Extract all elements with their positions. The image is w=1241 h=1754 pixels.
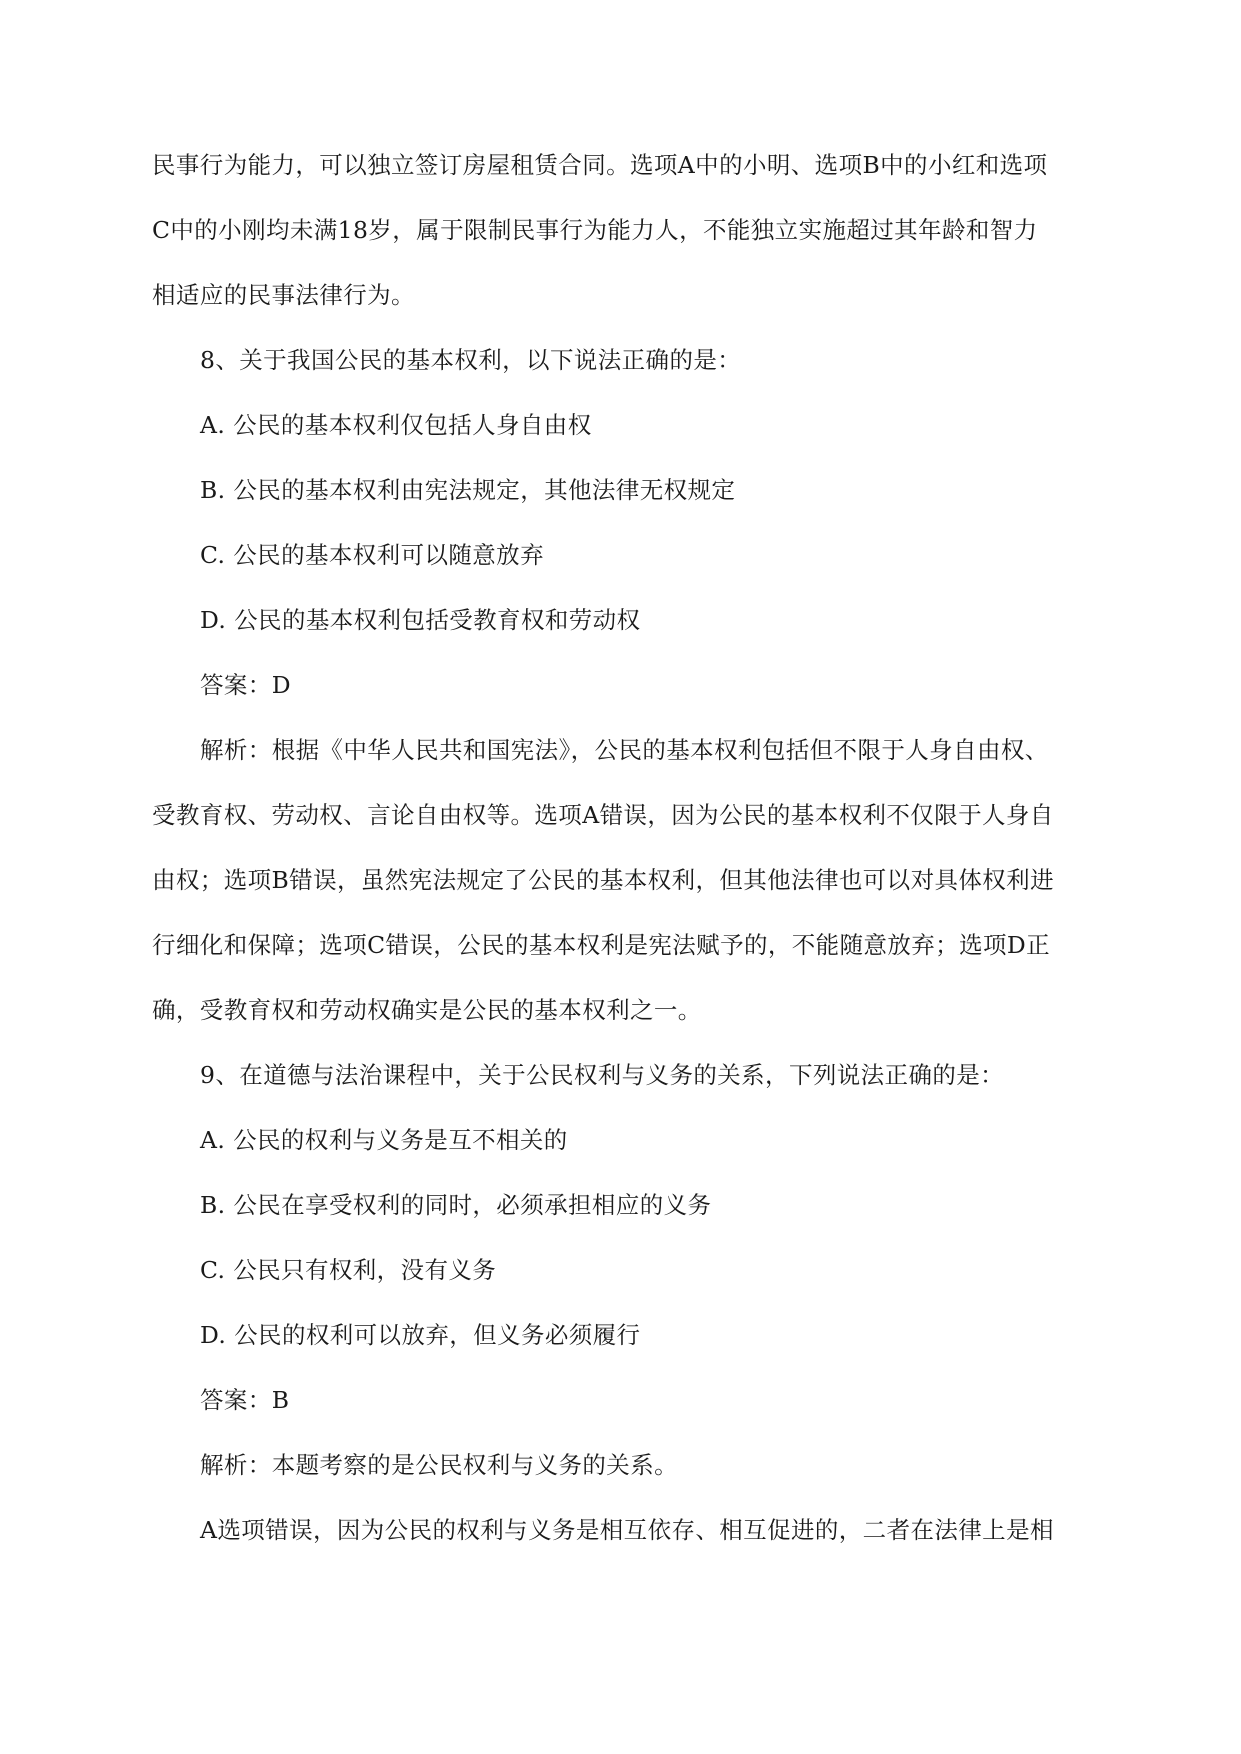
question-8-option-c: C. 公民的基本权利可以随意放弃 (200, 541, 544, 569)
question-8-option-a: A. 公民的基本权利仅包括人身自由权 (200, 411, 592, 439)
question-8-explanation: 解析：根据《中华人民共和国宪法》，公民的基本权利包括但不限于人身自由权、 (200, 736, 1049, 764)
question-9-option-a: A. 公民的权利与义务是互不相关的 (200, 1126, 568, 1154)
question-8-stem: 8、关于我国公民的基本权利，以下说法正确的是： (200, 346, 742, 374)
text-line: 确，受教育权和劳动权确实是公民的基本权利之一。 (152, 996, 702, 1024)
text-line: 相适应的民事法律行为。 (152, 281, 415, 309)
question-8-option-b: B. 公民的基本权利由宪法规定，其他法律无权规定 (200, 476, 736, 504)
question-8-option-d: D. 公民的基本权利包括受教育权和劳动权 (200, 606, 641, 634)
question-9-option-c: C. 公民只有权利，没有义务 (200, 1256, 497, 1284)
question-9-option-d: D. 公民的权利可以放弃，但义务必须履行 (200, 1321, 641, 1349)
text-line: 行细化和保障；选项C错误，公民的基本权利是宪法赋予的，不能随意放弃；选项D正 (152, 931, 1051, 959)
question-9-explanation: 解析：本题考察的是公民权利与义务的关系。 (200, 1451, 678, 1479)
question-9-stem: 9、在道德与法治课程中，关于公民权利与义务的关系，下列说法正确的是： (200, 1061, 1005, 1089)
text-line: C中的小刚均未满18岁，属于限制民事行为能力人，不能独立实施超过其年龄和智力 (152, 216, 1038, 244)
text-line: 由权；选项B错误，虽然宪法规定了公民的基本权利，但其他法律也可以对具体权利进 (152, 866, 1054, 894)
question-9-answer: 答案：B (200, 1386, 290, 1414)
question-9-option-b: B. 公民在享受权利的同时，必须承担相应的义务 (200, 1191, 712, 1219)
text-line: 民事行为能力，可以独立签订房屋租赁合同。选项A中的小明、选项B中的小红和选项 (152, 151, 1048, 179)
text-line: A选项错误，因为公民的权利与义务是相互依存、相互促进的，二者在法律上是相 (200, 1516, 1054, 1544)
question-8-answer: 答案：D (200, 671, 291, 699)
text-line: 受教育权、劳动权、言论自由权等。选项A错误，因为公民的基本权利不仅限于人身自 (152, 801, 1054, 829)
